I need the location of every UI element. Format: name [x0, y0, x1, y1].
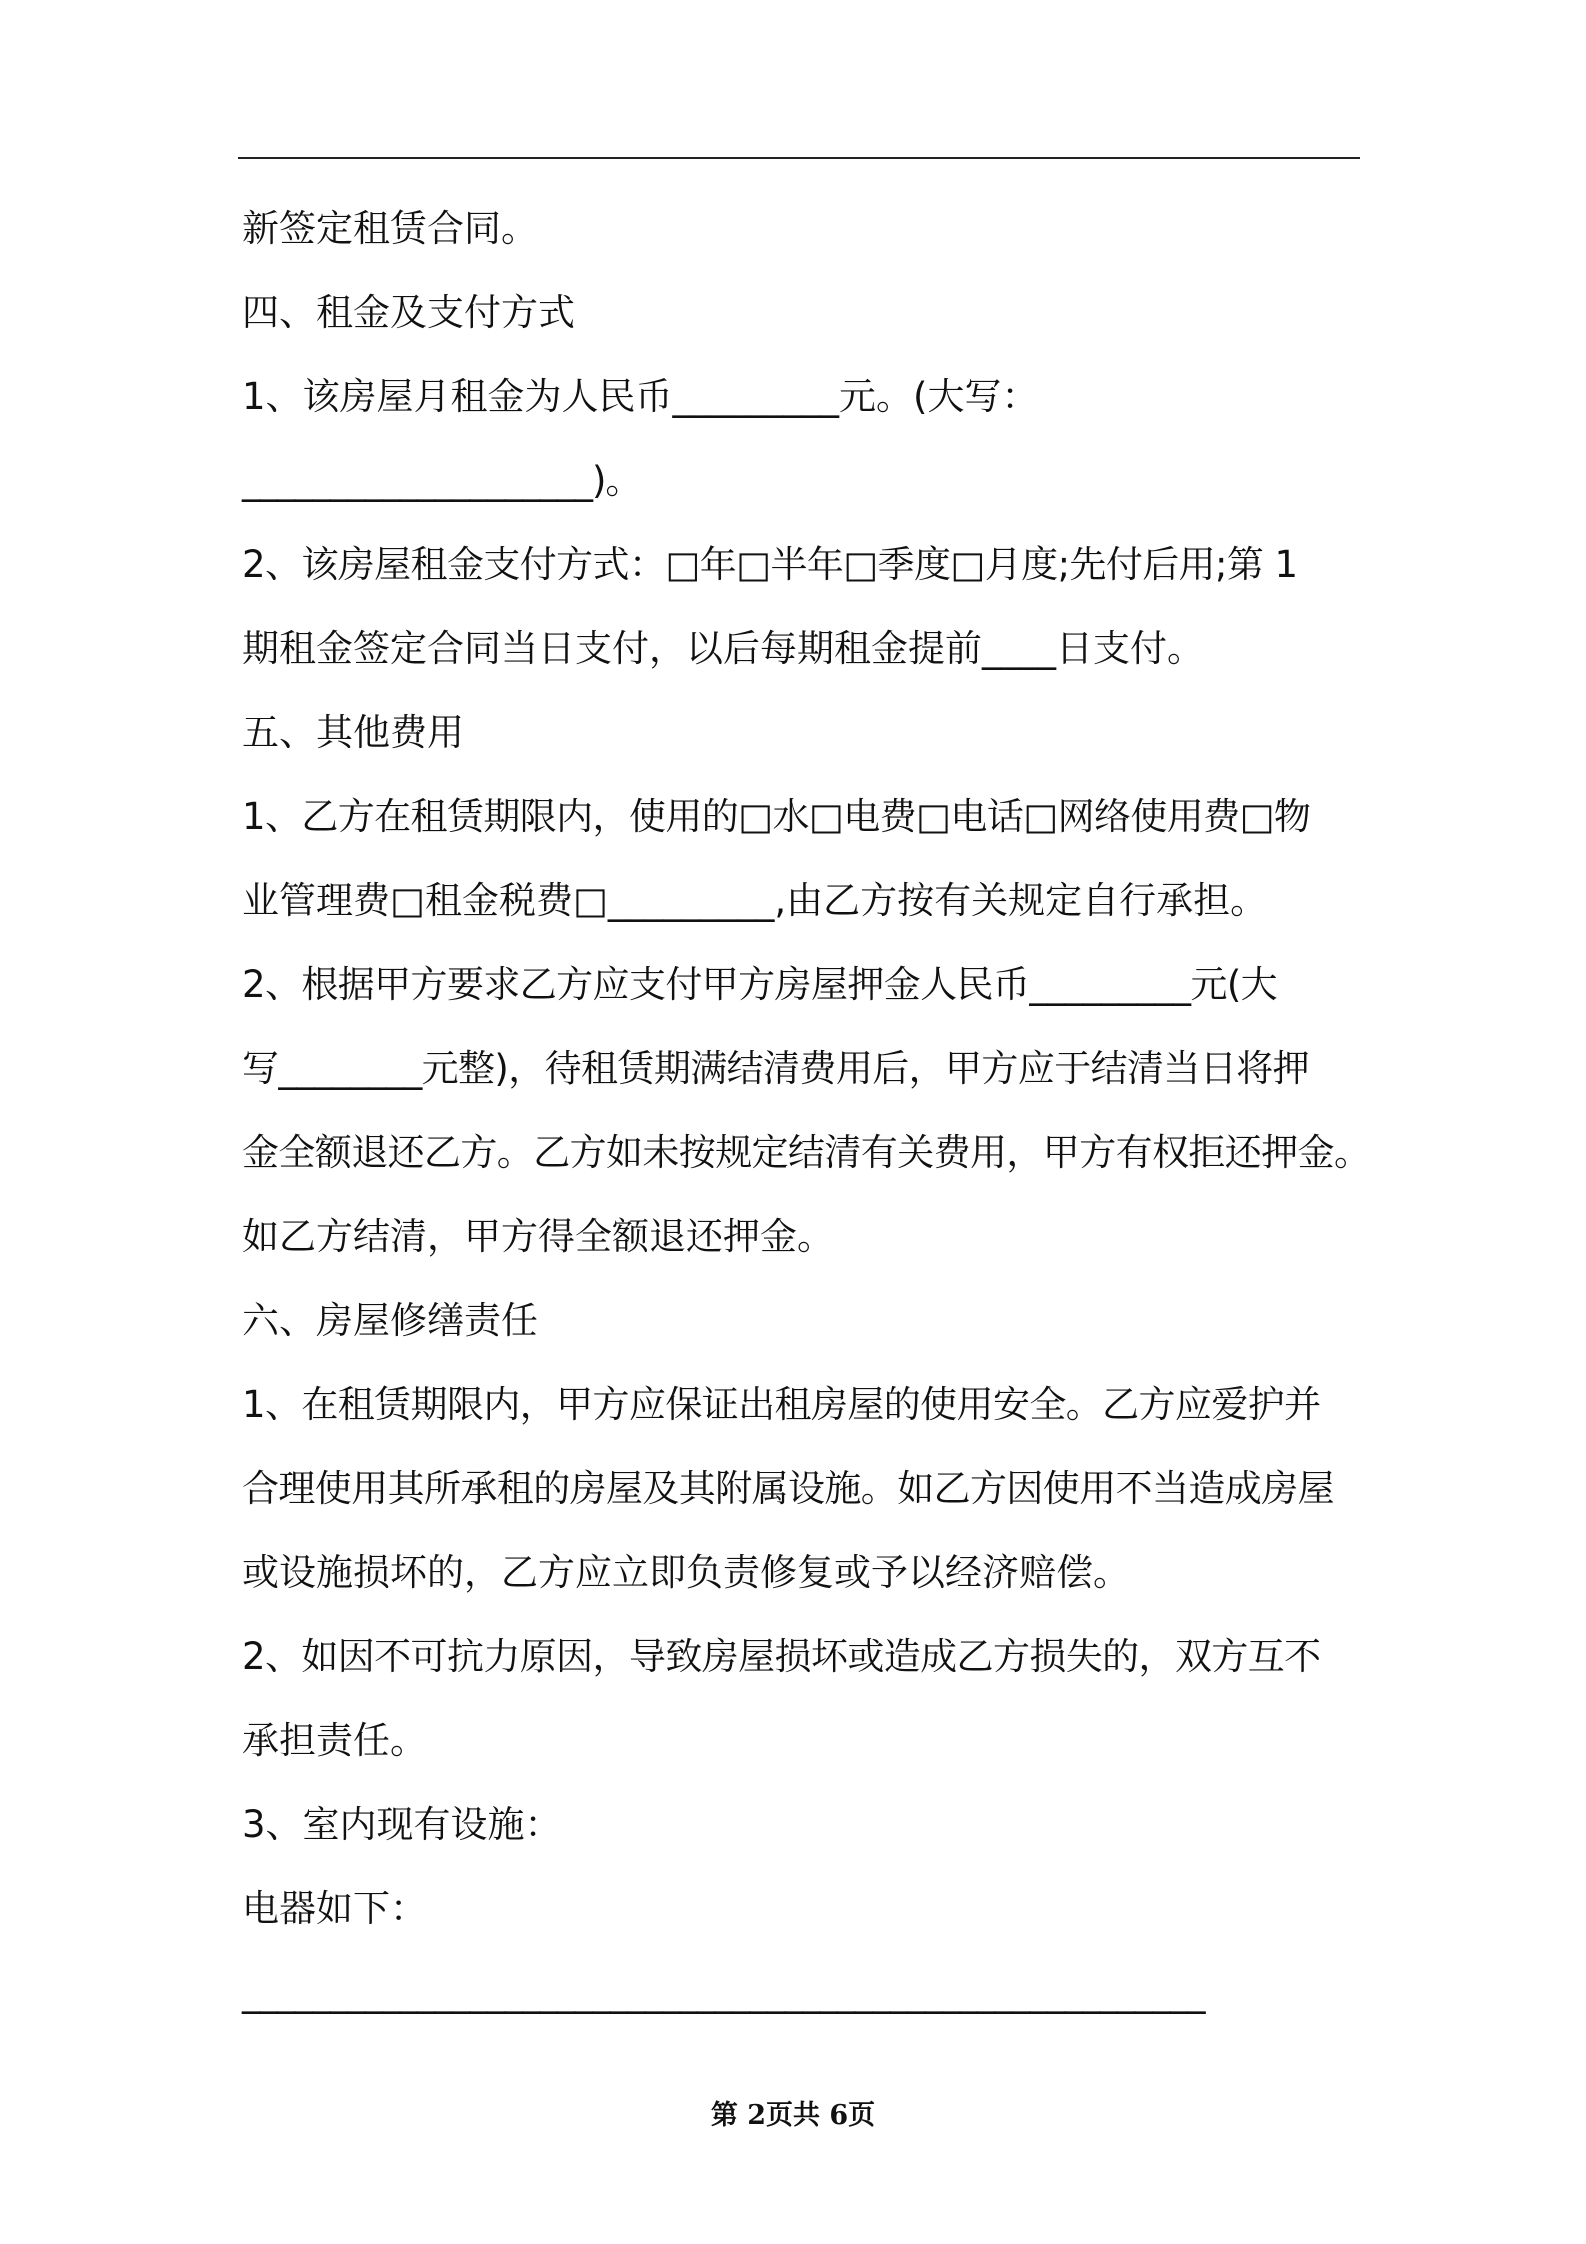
- paragraph-line: 1、乙方在租赁期限内，使用的□水□电费□电话□网络使用费□物: [242, 795, 1311, 838]
- paragraph-line: 业管理费□租金税费□_________,由乙方按有关规定自行承担。: [242, 879, 1268, 922]
- paragraph-line: 3、室内现有设施：: [242, 1803, 562, 1846]
- paragraph-line: 金全额退还乙方。乙方如未按规定结清有关费用，甲方有权拒还押金。: [242, 1131, 1371, 1174]
- paragraph-line: 合理使用其所承租的房屋及其附属设施。如乙方因使用不当造成房屋: [242, 1467, 1334, 1510]
- paragraph-line: 1、在租赁期限内，甲方应保证出租房屋的使用安全。乙方应爱护并: [242, 1383, 1321, 1426]
- section-heading: 五、其他费用: [242, 711, 464, 754]
- paragraph-line: 承担责任。: [242, 1719, 427, 1762]
- header-divider: [238, 157, 1360, 159]
- section-heading: 六、房屋修缮责任: [242, 1299, 538, 1342]
- paragraph-line: 电器如下：: [242, 1887, 427, 1930]
- page-number: 第 2页共 6页: [710, 2100, 876, 2131]
- paragraph-line: 2、如因不可抗力原因，导致房屋损坏或造成乙方损失的，双方互不: [242, 1635, 1321, 1678]
- document-body: [242, 196, 1371, 2044]
- blank-fill-line: _______________________________________________________: [242, 1971, 1205, 2014]
- paragraph-line: 期租金签定合同当日支付，以后每期租金提前____日支付。: [242, 627, 1204, 670]
- paragraph-line: 或设施损坏的，乙方应立即负责修复或予以经济赔偿。: [242, 1551, 1130, 1594]
- paragraph-line: 1、该房屋月租金为人民币_________元。(大写：: [242, 375, 1039, 418]
- paragraph-line: 2、根据甲方要求乙方应支付甲方房屋押金人民币_________元(大: [242, 963, 1278, 1006]
- paragraph-line: 写________元整)，待租赁期满结清费用后，甲方应于结清当日将押: [242, 1047, 1310, 1090]
- paragraph-line: 如乙方结清，甲方得全额退还押金。: [242, 1215, 834, 1258]
- paragraph-line: 新签定租赁合同。: [242, 207, 538, 250]
- paragraph-line: ____________________)。: [242, 459, 642, 502]
- section-heading: 四、租金及支付方式: [242, 291, 575, 334]
- paragraph-line: 2、该房屋租金支付方式：□年□半年□季度□月度;先付后用;第 1: [242, 543, 1298, 586]
